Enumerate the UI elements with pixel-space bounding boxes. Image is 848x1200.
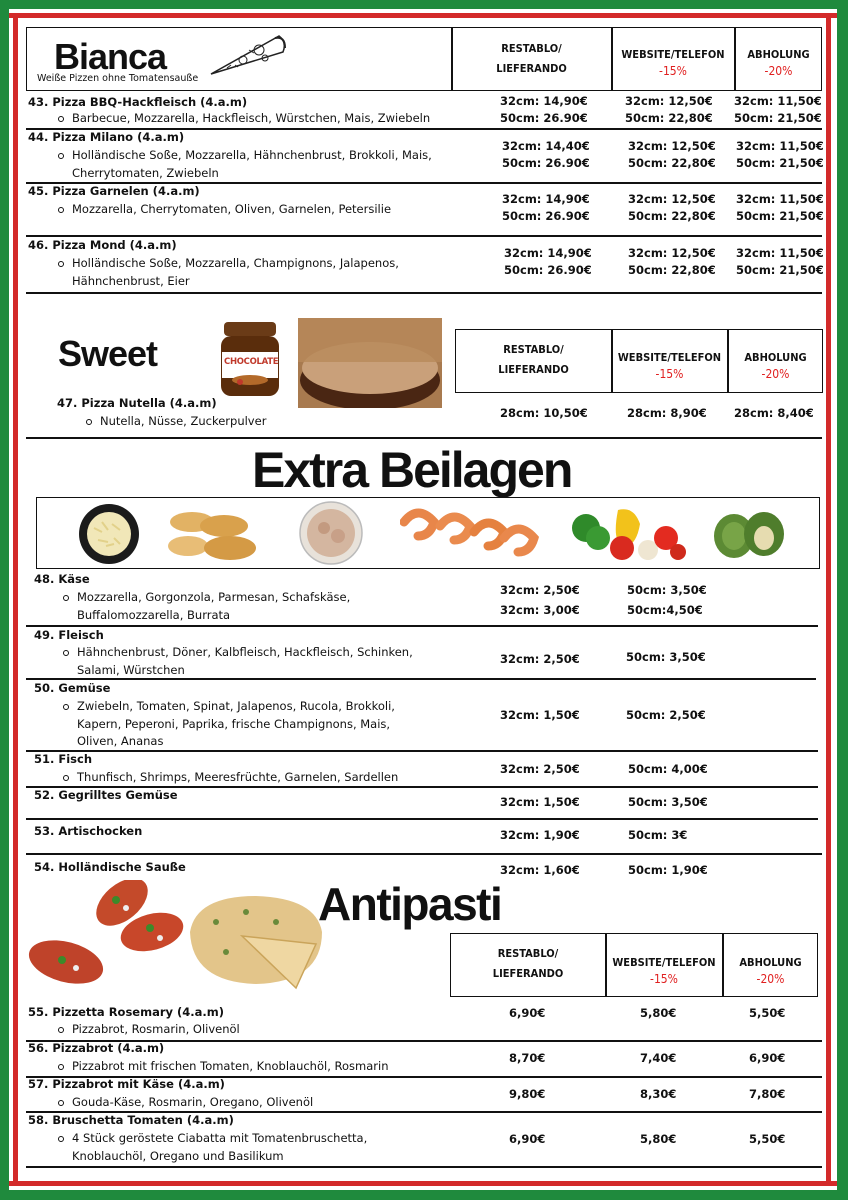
price: 32cm: 1,60€ — [500, 863, 580, 877]
shrimp-image — [400, 502, 540, 564]
item-name: 45. Pizza Garnelen (4.a.m) — [28, 184, 200, 198]
bianca-col-restablo: RESTABLO/ LIEFERANDO — [496, 42, 567, 75]
price: 50cm: 3,50€ — [626, 650, 706, 664]
price: 50cm: 21,50€ — [736, 209, 824, 223]
item-name: 53. Artischocken — [34, 824, 143, 838]
price: 32cm: 14,90€ — [504, 246, 592, 260]
top-border-red — [0, 13, 848, 18]
sweet-col-website: WEBSITE/TELEFON -15% — [617, 351, 722, 381]
sweet-col-restablo: RESTABLO/ LIEFERANDO — [498, 343, 569, 376]
left-border-red — [13, 13, 18, 1186]
bottom-border-red — [0, 1181, 848, 1186]
price: 28cm: 8,40€ — [734, 406, 814, 420]
price: 50cm: 1,90€ — [628, 863, 708, 877]
item-name: 55. Pizzetta Rosemary (4.a.m) — [28, 1005, 224, 1019]
bianca-subtitle: Weiße Pizzen ohne Tomatensauße — [37, 73, 199, 84]
price: 5,80€ — [640, 1006, 677, 1020]
item-desc: Mozzarella, Cherrytomaten, Oliven, Garnelen, Petersilie — [72, 201, 452, 219]
price: 50cm: 3,50€ — [628, 795, 708, 809]
item-name: 50. Gemüse — [34, 681, 111, 695]
bianca-col-abholung: ABHOLUNG -20% — [747, 48, 810, 78]
chicken-image — [162, 500, 262, 566]
price: 50cm: 22,80€ — [625, 111, 713, 125]
item-name: 43. Pizza BBQ-Hackfleisch (4.a.m) — [28, 95, 248, 109]
price: 32cm: 12,50€ — [628, 246, 716, 260]
item-desc: Holländische Soße, Mozzarella, Champignons, Jalapenos, Hähnchenbrust, Eier — [72, 255, 452, 290]
right-border-red — [826, 13, 831, 1186]
price: 32cm: 3,00€ — [500, 603, 580, 617]
price: 6,90€ — [509, 1006, 546, 1020]
price: 32cm: 11,50€ — [736, 139, 824, 153]
bianca-col-website: WEBSITE/TELEFON -15% — [621, 48, 725, 78]
price: 32cm: 11,50€ — [736, 192, 824, 206]
price: 32cm: 14,40€ — [502, 139, 590, 153]
price: 32cm: 2,50€ — [500, 652, 580, 666]
price: 6,90€ — [749, 1051, 786, 1065]
price: 6,90€ — [509, 1132, 546, 1146]
pizza-bread-image — [186, 892, 326, 992]
price: 7,80€ — [749, 1087, 786, 1101]
antipasti-col-abholung: ABHOLUNG -20% — [739, 956, 802, 986]
item-desc: Gouda-Käse, Rosmarin, Oregano, Olivenöl — [72, 1094, 452, 1112]
sweet-col-abholung: ABHOLUNG -20% — [744, 351, 807, 381]
antipasti-col-restablo: RESTABLO/ LIEFERANDO — [492, 947, 564, 980]
price: 50cm: 22,80€ — [628, 156, 716, 170]
pizza-slice-sketch-icon — [205, 30, 289, 82]
bruschetta-image — [26, 880, 186, 990]
price: 32cm: 12,50€ — [625, 94, 713, 108]
price: 32cm: 11,50€ — [734, 94, 822, 108]
sweet-title: Sweet — [58, 333, 158, 374]
price: 50cm: 22,80€ — [628, 263, 716, 277]
item-name: 58. Bruschetta Tomaten (4.a.m) — [28, 1113, 234, 1127]
item-name: 49. Fleisch — [34, 628, 104, 642]
item-name: 47. Pizza Nutella (4.a.m) — [57, 396, 217, 410]
price: 50cm: 21,50€ — [736, 156, 824, 170]
bottom-border-green — [0, 1190, 848, 1200]
item-desc: Thunfisch, Shrimps, Meeresfrüchte, Garnelen, Sardellen — [77, 769, 457, 787]
price: 28cm: 10,50€ — [500, 406, 588, 420]
price: 7,40€ — [640, 1051, 677, 1065]
artichoke-image — [708, 500, 788, 564]
price: 32cm: 11,50€ — [736, 246, 824, 260]
price: 50cm: 26.90€ — [500, 111, 588, 125]
price: 50cm: 22,80€ — [628, 209, 716, 223]
jar-label: CHOCOLATE — [224, 357, 279, 367]
item-desc: Nutella, Nüsse, Zuckerpulver — [100, 413, 400, 431]
price: 50cm: 3€ — [628, 828, 688, 842]
item-desc: Pizzabrot, Rosmarin, Olivenöl — [72, 1021, 452, 1039]
left-border-green — [0, 0, 9, 1200]
item-name: 48. Käse — [34, 572, 90, 586]
price: 50cm: 3,50€ — [627, 583, 707, 597]
price: 50cm: 26.90€ — [502, 156, 590, 170]
right-border-green — [837, 0, 848, 1200]
item-name: 44. Pizza Milano (4.a.m) — [28, 130, 185, 144]
price: 50cm: 21,50€ — [734, 111, 822, 125]
price: 5,80€ — [640, 1132, 677, 1146]
item-name: 54. Holländische Saußе — [34, 860, 186, 874]
price: 50cm: 26.90€ — [504, 263, 592, 277]
price: 32cm: 14,90€ — [500, 94, 588, 108]
price: 32cm: 1,50€ — [500, 708, 580, 722]
tuna-image — [296, 500, 366, 566]
price: 32cm: 12,50€ — [628, 192, 716, 206]
price: 8,30€ — [640, 1087, 677, 1101]
item-name: 57. Pizzabrot mit Käse (4.a.m) — [28, 1077, 225, 1091]
price: 32cm: 12,50€ — [628, 139, 716, 153]
price: 32cm: 1,90€ — [500, 828, 580, 842]
cheese-image — [76, 502, 142, 566]
item-desc: Hähnchenbrust, Döner, Kalbfleisch, Hackfleisch, Schinken, Salami, Würstchen — [77, 644, 457, 679]
price: 50cm: 26.90€ — [502, 209, 590, 223]
item-desc: Holländische Soße, Mozzarella, Hähnchenbrust, Brokkoli, Mais, Cherrytomaten, Zwiebeln — [72, 147, 462, 182]
item-desc: Barbecue, Mozzarella, Hackfleisch, Würstchen, Mais, Zwiebeln — [72, 110, 452, 128]
price: 32cm: 14,90€ — [502, 192, 590, 206]
price: 32cm: 1,50€ — [500, 795, 580, 809]
price: 32cm: 2,50€ — [500, 583, 580, 597]
price: 50cm: 4,00€ — [628, 762, 708, 776]
nutella-pizza-image — [298, 318, 442, 408]
top-border-green — [0, 0, 848, 9]
price: 9,80€ — [509, 1087, 546, 1101]
price: 8,70€ — [509, 1051, 546, 1065]
antipasti-col-website: WEBSITE/TELEFON -15% — [612, 956, 716, 986]
item-name: 51. Fisch — [34, 752, 93, 766]
price: 28cm: 8,90€ — [627, 406, 707, 420]
price: 5,50€ — [749, 1132, 786, 1146]
item-desc: Zwiebeln, Tomaten, Spinat, Jalapenos, Rucola, Brokkoli, Kapern, Peperoni, Paprika, frische Champignons, Mais, Oliven, Ananas — [77, 698, 427, 751]
item-desc: 4 Stück geröstete Ciabatta mit Tomatenbruschetta, Knoblauchöl, Oregano und Basilikum — [72, 1130, 402, 1165]
vegetables-image — [566, 500, 688, 564]
item-name: 56. Pizzabrot (4.a.m) — [28, 1041, 165, 1055]
item-name: 52. Gegrilltes Gemüse — [34, 788, 178, 802]
price: 32cm: 2,50€ — [500, 762, 580, 776]
price: 50cm: 21,50€ — [736, 263, 824, 277]
item-desc: Mozzarella, Gorgonzola, Parmesan, Schafskäse, Buffalomozzarella, Burrata — [77, 589, 377, 624]
item-desc: Pizzabrot mit frischen Tomaten, Knoblauchöl, Rosmarin — [72, 1058, 452, 1076]
price: 50cm:4,50€ — [627, 603, 703, 617]
antipasti-title: Antipasti — [318, 878, 502, 930]
extra-title: Extra Beilagen — [252, 442, 572, 498]
item-name: 46. Pizza Mond (4.a.m) — [28, 238, 177, 252]
price: 50cm: 2,50€ — [626, 708, 706, 722]
bianca-title: Bianca — [54, 36, 167, 77]
price: 5,50€ — [749, 1006, 786, 1020]
